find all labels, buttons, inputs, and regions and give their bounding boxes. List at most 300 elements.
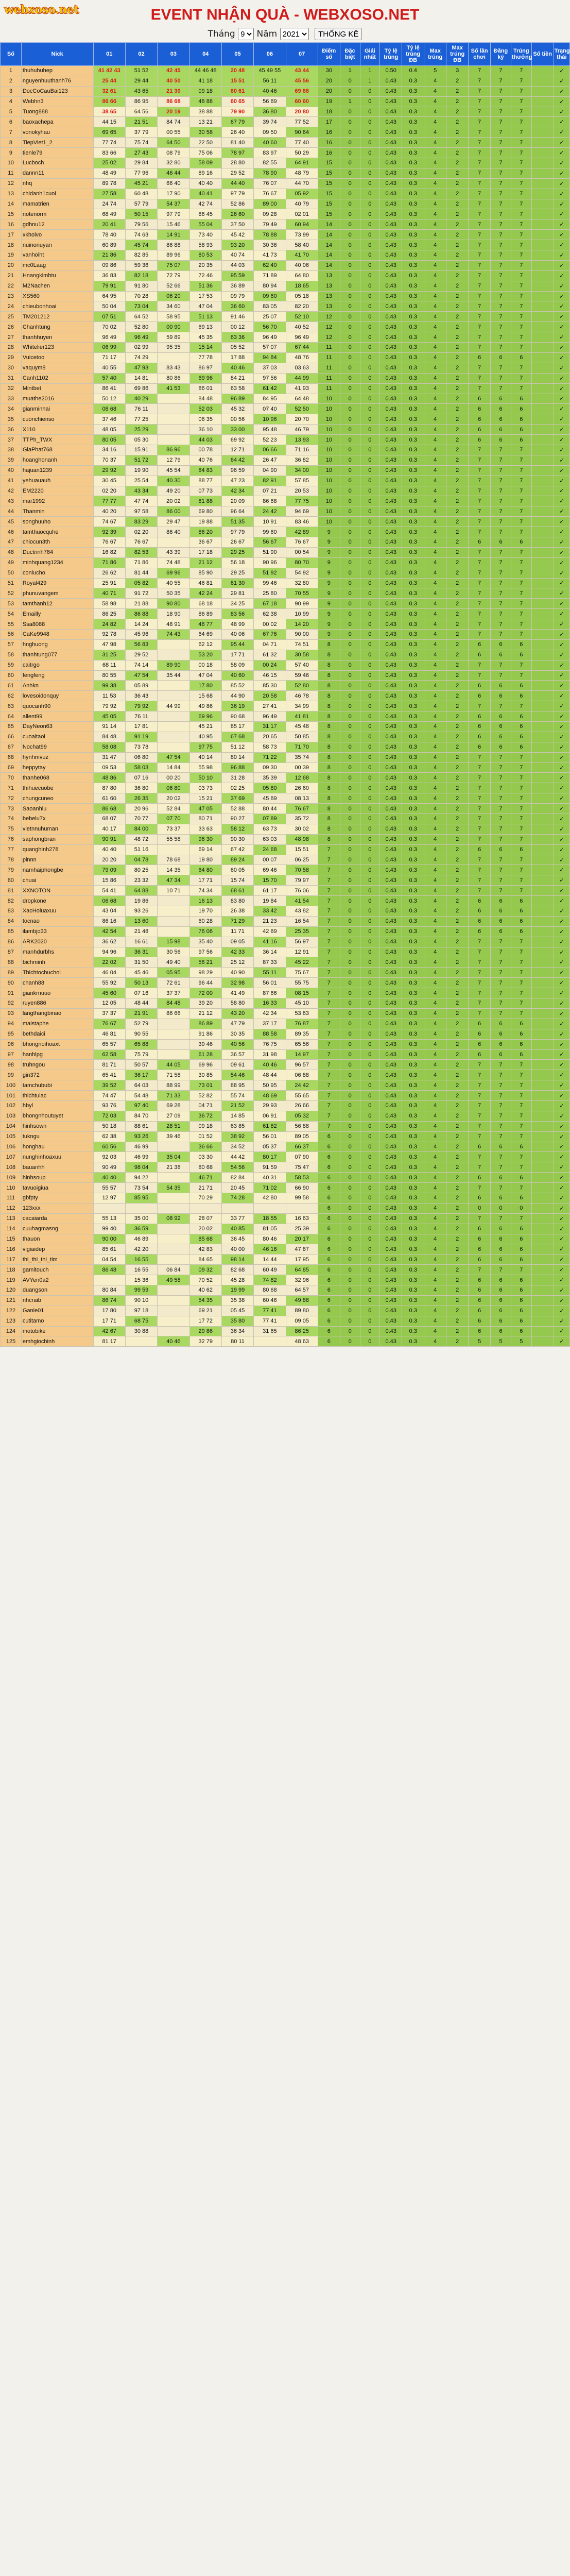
day-score: 46 16 (254, 1244, 286, 1255)
nick-link[interactable]: Lucboch (21, 158, 93, 168)
stat-rate: 0.43 (380, 96, 402, 107)
nick-link[interactable]: Thichtochuchoi (21, 968, 93, 978)
day-score: 75 47 (286, 1162, 318, 1173)
month-select[interactable] (238, 28, 254, 40)
day-score (158, 1142, 189, 1152)
nick-link[interactable]: nhq (21, 178, 93, 189)
stat-db: 0 (340, 875, 360, 886)
stat-db: 0 (340, 578, 360, 588)
nick-link[interactable]: mar1992 (21, 496, 93, 506)
nick-link[interactable]: AVYen0a2 (21, 1275, 93, 1285)
stat-pts: 14 (318, 240, 340, 250)
stat-rate: 0.43 (380, 1111, 402, 1121)
nick-link[interactable]: bhongnhoutuyet (21, 1111, 93, 1121)
nick-link[interactable]: X110 (21, 425, 93, 435)
nick-link[interactable]: Mintbet (21, 383, 93, 394)
stat-g1: 0 (360, 681, 380, 691)
day-score: 90 30 (221, 834, 253, 844)
nick-link[interactable]: hnghuong (21, 639, 93, 650)
nick-link[interactable]: xkhoivo (21, 230, 93, 240)
day-score: 05 95 (158, 968, 189, 978)
day-score: 86 00 (158, 506, 189, 517)
nick-link[interactable]: quanghinh278 (21, 844, 93, 855)
nick-link[interactable]: nuinonuyan (21, 240, 93, 250)
nick-link[interactable]: ilambjo33 (21, 926, 93, 937)
stat-win: 7 (511, 875, 531, 886)
nick-link[interactable]: DayNeon63 (21, 722, 93, 732)
table-row (1, 138, 570, 148)
day-score: 51 90 (254, 547, 286, 557)
stat-rate: 0.43 (380, 343, 402, 353)
nick-link[interactable]: emhgiochinh (21, 1336, 93, 1347)
day-score: 48 49 (93, 168, 125, 178)
nick-link[interactable]: quocanh90 (21, 701, 93, 711)
day-score: 00 24 (254, 660, 286, 670)
nick-link[interactable]: chiocun3th (21, 537, 93, 547)
nick-link[interactable]: GiaPhat768 (21, 445, 93, 455)
nick-link[interactable]: hanhlpg (21, 1049, 93, 1060)
nick-link[interactable]: chanh88 (21, 978, 93, 988)
day-score: 69 46 (254, 865, 286, 875)
nick-link[interactable]: muathe2016 (21, 394, 93, 404)
stat-pts: 17 (318, 117, 340, 127)
stat-rate: 0.43 (380, 352, 402, 363)
stat-max: 4 (424, 824, 446, 834)
stat-reg: 7 (491, 762, 511, 773)
day-score: 72 00 (189, 988, 221, 998)
day-score: 64 85 (286, 1265, 318, 1275)
nick-link[interactable]: maistaphe (21, 1019, 93, 1029)
stat-reg: 6 (491, 1255, 511, 1265)
nick-link[interactable]: lovesoidonquy (21, 691, 93, 701)
nick-link[interactable]: cuuhagmasng (21, 1224, 93, 1234)
stat-mdb: 2 (446, 639, 469, 650)
nick-link[interactable]: saphongbran (21, 834, 93, 844)
nick-link[interactable]: TiepViet1_2 (21, 138, 93, 148)
nick-link[interactable]: ruyen886 (21, 998, 93, 1009)
nick-link[interactable]: truhngou (21, 1060, 93, 1070)
day-score: 17 18 (189, 547, 221, 557)
day-score: 07 73 (189, 486, 221, 496)
nick-link[interactable]: vaquym8 (21, 363, 93, 373)
nick-link[interactable]: tavuoigiua (21, 1183, 93, 1193)
nick-link[interactable]: motobike (21, 1326, 93, 1336)
stat-money (531, 599, 554, 609)
nick-link[interactable]: thanhhuyen (21, 332, 93, 343)
table-row (1, 619, 570, 630)
nick-link[interactable]: hinhsown (21, 1121, 93, 1131)
day-score: 07 40 (254, 404, 286, 414)
nick-link[interactable]: EM2220 (21, 486, 93, 496)
nick-link[interactable]: Hnangkimhtu (21, 270, 93, 281)
day-score: 20 70 (286, 414, 318, 425)
nick-link[interactable]: gbfpty (21, 1193, 93, 1203)
stat-mdb: 2 (446, 752, 469, 762)
nick-link[interactable]: duangson (21, 1285, 93, 1295)
stat-pts: 11 (318, 383, 340, 394)
nick-link[interactable]: vigiaidep (21, 1244, 93, 1255)
nick-link[interactable]: namhaiphongbe (21, 865, 93, 875)
nick-link[interactable]: dannn11 (21, 168, 93, 178)
nick-link[interactable]: Saoanhlu (21, 804, 93, 814)
day-score: 25 02 (93, 158, 125, 168)
stat-rdb: 0.3 (402, 1224, 424, 1234)
nick-link[interactable]: minhquang1234 (21, 557, 93, 568)
nick-link[interactable]: gin372 (21, 1070, 93, 1080)
day-score (221, 1203, 253, 1213)
stat-pts: 9 (318, 547, 340, 557)
stat-reg: 7 (491, 752, 511, 762)
stat-max: 4 (424, 896, 446, 906)
status-icon: ✓ (554, 96, 569, 107)
day-score: 90 64 (286, 127, 318, 138)
stat-g1: 0 (360, 465, 380, 476)
row-number: 35 (1, 414, 22, 425)
stat-mdb: 2 (446, 916, 469, 926)
table-row (1, 752, 570, 762)
nick-link[interactable]: giankrnuuo (21, 988, 93, 998)
nick-link[interactable]: honghau (21, 1142, 93, 1152)
stat-max: 4 (424, 773, 446, 783)
nick-link[interactable]: chuai (21, 875, 93, 886)
stat-win: 7 (511, 998, 531, 1009)
nick-link[interactable]: M2Nachen (21, 281, 93, 291)
stat-db: 0 (340, 394, 360, 404)
stat-money (531, 394, 554, 404)
day-score: 49 88 (286, 1295, 318, 1306)
nick-link[interactable]: Tuong888 (21, 107, 93, 117)
stat-rdb: 0.3 (402, 486, 424, 496)
day-score: 64 03 (125, 1080, 157, 1091)
day-score: 40 40 (93, 844, 125, 855)
stat-db: 0 (340, 383, 360, 394)
nick-link[interactable]: thi_thi_thi_tim (21, 1255, 93, 1265)
stat-money (531, 383, 554, 394)
stat-money (531, 537, 554, 547)
stat-win: 6 (511, 414, 531, 425)
stat-g1: 0 (360, 578, 380, 588)
nick-link[interactable]: cuonchienso (21, 414, 93, 425)
nick-link[interactable]: vietnnuhuman (21, 824, 93, 834)
nick-link[interactable]: hajuan1239 (21, 465, 93, 476)
nick-link[interactable]: nhcraib (21, 1295, 93, 1306)
stat-rate: 0.43 (380, 660, 402, 670)
day-score: 81 17 (93, 1336, 125, 1347)
nick-link[interactable]: tamthanh12 (21, 599, 93, 609)
nick-link[interactable]: Royal429 (21, 578, 93, 588)
nick-link[interactable]: allent99 (21, 711, 93, 722)
nick-link[interactable]: cutitamo (21, 1316, 93, 1326)
stat-max: 4 (424, 1193, 446, 1203)
stat-pts: 14 (318, 260, 340, 270)
stat-money (531, 168, 554, 178)
nick-link[interactable]: cuoaitaoi (21, 732, 93, 742)
row-number: 103 (1, 1111, 22, 1121)
table-row (1, 742, 570, 752)
day-score: 73 40 (189, 230, 221, 240)
stat-win: 7 (511, 588, 531, 599)
nick-link[interactable]: XXNOTON (21, 886, 93, 896)
status-icon: ✓ (554, 701, 569, 711)
day-score: 83 05 (254, 301, 286, 312)
stat-reg: 6 (491, 1326, 511, 1336)
stat-reg: 7 (491, 1080, 511, 1091)
stat-g1: 0 (360, 1275, 380, 1285)
row-number: 123 (1, 1316, 22, 1326)
nick-link[interactable]: chieubonhoai (21, 301, 93, 312)
day-score: 78 68 (158, 855, 189, 865)
nick-link[interactable]: bethdaici (21, 1029, 93, 1039)
nick-link[interactable]: TTPh_TWX (21, 435, 93, 445)
nick-link[interactable]: thauon (21, 1234, 93, 1244)
nick-link[interactable]: thanhtung077 (21, 650, 93, 660)
nick-link[interactable]: hbyl (21, 1100, 93, 1111)
stat-win: 6 (511, 1224, 531, 1234)
nick-link[interactable]: ARK2020 (21, 937, 93, 947)
status-icon: ✓ (554, 1152, 569, 1162)
nick-link[interactable]: dropkone (21, 896, 93, 906)
nick-link[interactable]: bebelu7x (21, 814, 93, 824)
stat-pts: 7 (318, 886, 340, 896)
nick-link[interactable]: yehuauauh (21, 476, 93, 486)
stat-money (531, 414, 554, 425)
stat-win: 7 (511, 1121, 531, 1131)
stat-money (531, 834, 554, 844)
nick-link[interactable]: chungcuneo (21, 793, 93, 804)
day-score: 57 40 (93, 373, 125, 383)
nick-link[interactable]: Thanmin (21, 506, 93, 517)
nick-link[interactable]: gianminhai (21, 404, 93, 414)
nick-link[interactable]: TM201212 (21, 312, 93, 322)
column-header: Đặc biệt (340, 43, 360, 66)
nick-link[interactable]: Canh1102 (21, 373, 93, 383)
nick-link[interactable]: bauanhh (21, 1162, 93, 1173)
day-score (158, 352, 189, 363)
nick-link[interactable]: tukngu (21, 1131, 93, 1142)
nick-link[interactable]: songhuuho (21, 517, 93, 527)
nick-link[interactable]: bhongnoihoaxt (21, 1039, 93, 1049)
stat-rdb: 0.3 (402, 988, 424, 998)
table-row (1, 1039, 570, 1049)
nick-link[interactable]: thihuecuobe (21, 783, 93, 793)
day-score: 30 58 (189, 127, 221, 138)
nick-link[interactable]: Anhkn (21, 681, 93, 691)
nick-link[interactable]: tienle79 (21, 148, 93, 158)
nick-link[interactable]: Nochat99 (21, 742, 93, 752)
nick-link[interactable]: mc0Laag (21, 260, 93, 270)
stat-rate: 0.43 (380, 1295, 402, 1306)
nick-link[interactable]: tamthuocquhe (21, 527, 93, 537)
day-score: 56 01 (254, 978, 286, 988)
nick-link[interactable]: thuhuhuhep (21, 66, 93, 76)
nick-link[interactable]: hoanghonanh (21, 455, 93, 465)
nick-link[interactable]: CaKe9948 (21, 629, 93, 639)
nick-link[interactable]: 123xxx (21, 1203, 93, 1213)
stat-pts: 9 (318, 578, 340, 588)
stat-mdb: 2 (446, 445, 469, 455)
day-score: 28 80 (221, 158, 253, 168)
stat-db: 0 (340, 937, 360, 947)
nick-link[interactable]: hinhsoup (21, 1173, 93, 1183)
stat-db: 0 (340, 86, 360, 96)
stat-db: 0 (340, 998, 360, 1009)
stat-reg: 7 (491, 178, 511, 189)
site-logo[interactable]: webxoso.net (4, 3, 79, 16)
nick-link[interactable]: Ssa8088 (21, 619, 93, 630)
submit-button[interactable]: THỐNG KÊ (315, 28, 362, 40)
stat-pts: 15 (318, 158, 340, 168)
nick-link[interactable]: tocnao (21, 916, 93, 926)
nick-link[interactable]: mamatrien (21, 199, 93, 209)
nick-link[interactable]: Ductrinh784 (21, 547, 93, 557)
stat-g1: 0 (360, 978, 380, 988)
nick-link[interactable]: plnnn (21, 855, 93, 865)
stat-plays: 7 (469, 947, 491, 957)
row-number: 60 (1, 670, 22, 681)
nick-link[interactable]: gamitouch (21, 1265, 93, 1275)
stat-rdb: 0.3 (402, 1142, 424, 1152)
day-score: 80 46 (254, 1234, 286, 1244)
stat-reg: 7 (491, 988, 511, 998)
nick-link[interactable]: vanhoiht (21, 250, 93, 261)
day-score: 75 67 (286, 968, 318, 978)
stat-rate: 0.43 (380, 332, 402, 343)
nick-link[interactable]: heppytay (21, 762, 93, 773)
day-score: 21 51 (125, 117, 157, 127)
stat-win: 7 (511, 670, 531, 681)
nick-link[interactable]: Webhn3 (21, 96, 93, 107)
nick-link[interactable]: nunghinhoaxuu (21, 1152, 93, 1162)
day-score: 57 85 (286, 476, 318, 486)
day-score: 07 21 (254, 486, 286, 496)
nick-link[interactable]: thichtulac (21, 1091, 93, 1101)
stat-plays: 7 (469, 793, 491, 804)
nick-link[interactable]: chidanh1cuoi (21, 189, 93, 199)
stat-rate: 0.43 (380, 76, 402, 86)
day-score: 68 07 (93, 814, 125, 824)
nick-link[interactable]: caitrgo (21, 660, 93, 670)
day-score: 63 85 (221, 1121, 253, 1131)
nick-link[interactable]: bichminh (21, 957, 93, 968)
stat-mdb: 2 (446, 209, 469, 219)
day-score: 55 75 (286, 978, 318, 988)
stat-money (531, 722, 554, 732)
nick-link[interactable]: Ganie01 (21, 1306, 93, 1316)
stat-db: 0 (340, 609, 360, 619)
stat-g1: 0 (360, 486, 380, 496)
nick-link[interactable]: nguyenhuuthanh76 (21, 76, 93, 86)
day-score: 46 44 (158, 168, 189, 178)
nick-link[interactable]: manhdurbhs (21, 947, 93, 957)
day-score: 40 41 (189, 189, 221, 199)
day-score: 02 25 (221, 783, 253, 793)
stat-rate: 0.43 (380, 1100, 402, 1111)
stat-money (531, 773, 554, 783)
day-score: 18 90 (158, 609, 189, 619)
day-score: 63 36 (221, 332, 253, 343)
stat-mdb: 2 (446, 537, 469, 547)
day-score: 85 17 (221, 722, 253, 732)
stat-pts: 7 (318, 1008, 340, 1019)
day-score: 47 98 (93, 639, 125, 650)
stat-money (531, 619, 554, 630)
nick-link[interactable]: conlucho (21, 568, 93, 578)
nick-link[interactable]: fengfeng (21, 670, 93, 681)
stat-rdb: 0.3 (402, 1080, 424, 1091)
stat-mdb: 2 (446, 855, 469, 865)
stat-pts: 13 (318, 270, 340, 281)
stat-mdb: 2 (446, 291, 469, 301)
day-score: 44 40 (221, 178, 253, 189)
nick-link[interactable]: tamchububi (21, 1080, 93, 1091)
nick-link[interactable]: langthangbinao (21, 1008, 93, 1019)
stat-plays: 7 (469, 373, 491, 383)
stat-pts: 12 (318, 332, 340, 343)
nick-link[interactable]: phunuvangem (21, 588, 93, 599)
day-score (158, 691, 189, 701)
stat-reg: 7 (491, 547, 511, 557)
day-score: 57 40 (286, 660, 318, 670)
nick-link[interactable]: thanhe068 (21, 773, 93, 783)
stat-reg: 7 (491, 1070, 511, 1080)
stat-rdb: 0.3 (402, 783, 424, 793)
stat-win: 7 (511, 1070, 531, 1080)
stat-max: 4 (424, 1121, 446, 1131)
nick-link[interactable]: Vuicetoo (21, 352, 93, 363)
nick-link[interactable]: baoxachepa (21, 117, 93, 127)
day-score: 40 60 (254, 138, 286, 148)
stat-g1: 0 (360, 609, 380, 619)
stat-db: 0 (340, 783, 360, 793)
stat-mdb: 2 (446, 527, 469, 537)
nick-link[interactable]: Whitelier123 (21, 343, 93, 353)
day-score: 36 45 (221, 1234, 253, 1244)
nick-link[interactable]: XS560 (21, 291, 93, 301)
nick-link[interactable]: XacHoluaxuu (21, 906, 93, 917)
stat-rate: 0.43 (380, 793, 402, 804)
stat-win: 6 (511, 352, 531, 363)
nick-link[interactable]: notenorm (21, 209, 93, 219)
nick-link[interactable]: DocCoCauBai123 (21, 86, 93, 96)
stat-rate: 0.43 (380, 301, 402, 312)
stat-db: 0 (340, 1162, 360, 1173)
stat-g1: 0 (360, 1019, 380, 1029)
stat-mdb: 2 (446, 455, 469, 465)
stat-reg: 6 (491, 1039, 511, 1049)
year-select[interactable] (280, 28, 309, 40)
nick-link[interactable]: gdhnu12 (21, 219, 93, 230)
nick-link[interactable]: hynhmvuz (21, 752, 93, 762)
day-score: 90 27 (221, 814, 253, 824)
stat-max: 4 (424, 1336, 446, 1347)
stat-money (531, 650, 554, 660)
nick-link[interactable]: cacaiarda (21, 1213, 93, 1224)
day-score: 45 46 (125, 968, 157, 978)
nick-link[interactable]: Chanhtung (21, 322, 93, 332)
nick-link[interactable]: vonokyhau (21, 127, 93, 138)
table-row (1, 762, 570, 773)
nick-link[interactable]: Emailly (21, 609, 93, 619)
day-score: 40 46 (254, 86, 286, 96)
stat-win: 7 (511, 855, 531, 865)
stat-win: 6 (511, 1244, 531, 1255)
stat-money (531, 1121, 554, 1131)
day-score: 14 44 (254, 1255, 286, 1265)
stat-reg: 7 (491, 568, 511, 578)
stat-g1: 0 (360, 414, 380, 425)
stat-money (531, 639, 554, 650)
status-icon: ✓ (554, 947, 569, 957)
